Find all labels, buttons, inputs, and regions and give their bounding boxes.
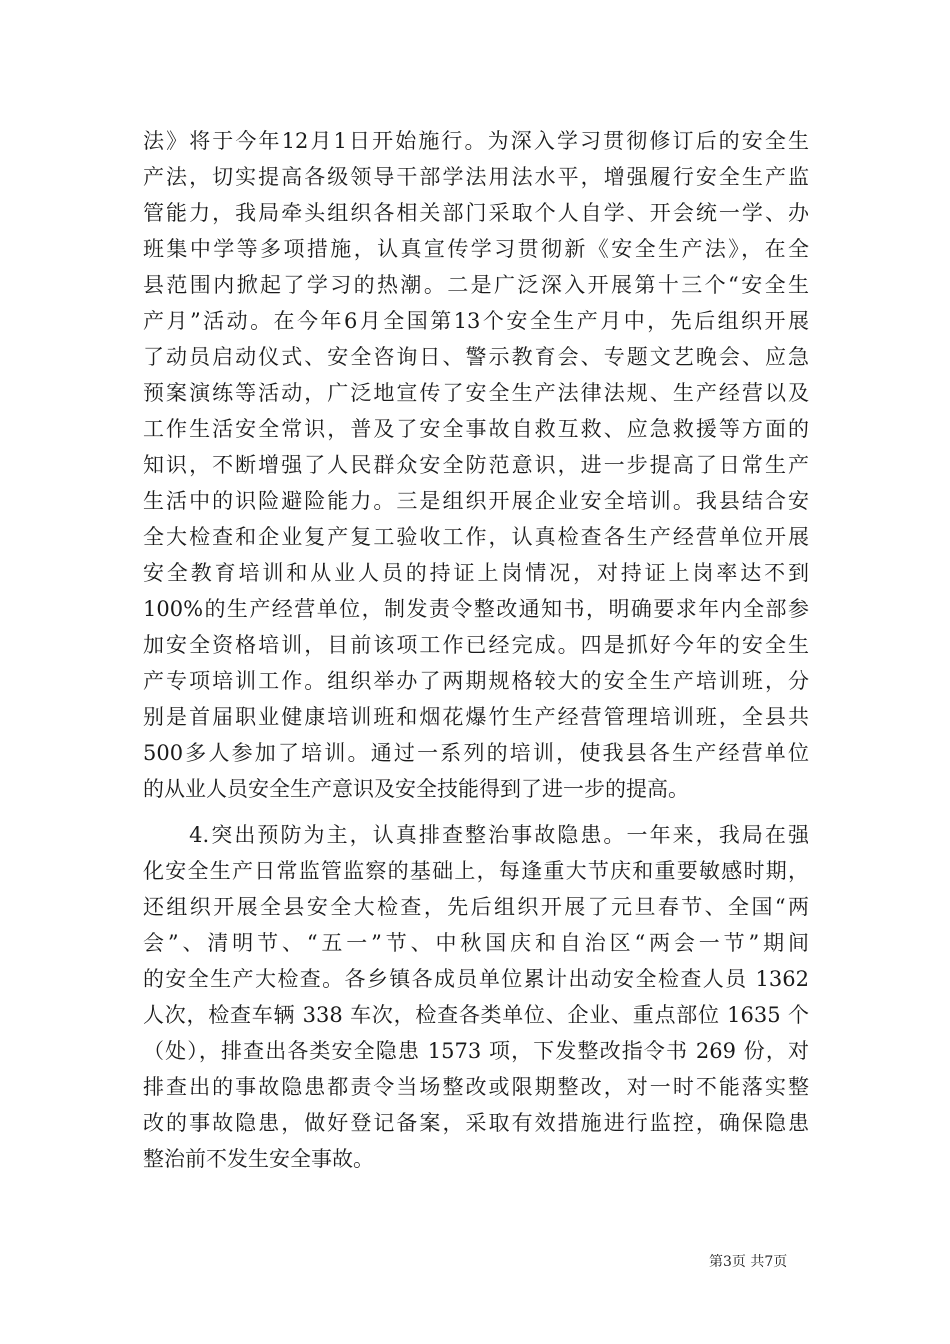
text-line: 班集中学等多项措施，认真宣传学习贯彻新《安全生产法》，在全 <box>143 237 809 261</box>
text-line: 法》将于今年12月1日开始施行。为深入学习贯彻修订后的安全生 <box>143 129 809 153</box>
text-line: 别是首届职业健康培训班和烟花爆竹生产经营管理培训班，全县共 <box>143 705 809 729</box>
text-line: 全大检查和企业复产复工验收工作，认真检查各生产经营单位开展 <box>143 525 809 549</box>
page-number: 第3页 共7页 <box>709 1254 788 1270</box>
text-line: 了动员启动仪式、安全咨询日、警示教育会、专题文艺晚会、应急 <box>143 345 809 369</box>
text-line: 县范围内掀起了学习的热潮。二是广泛深入开展第十三个“安全生 <box>143 273 809 297</box>
text-line: 改的事故隐患，做好登记备案，采取有效措施进行监控，确保隐患 <box>143 1111 809 1135</box>
paragraph-end-line: 的从业人员安全生产意识及安全技能得到了进一步的提高。 <box>143 777 689 801</box>
text-line: 生活中的识险避险能力。三是组织开展企业安全培训。我县结合安 <box>143 489 809 513</box>
text-line: 化安全生产日常监管监察的基础上，每逢重大节庆和重要敏感时期， <box>143 859 809 883</box>
text-line: （处），排查出各类安全隐患 1573 项，下发整改指令书 269 份，对 <box>143 1039 809 1063</box>
text-line: 管能力，我局牵头组织各相关部门采取个人自学、开会统一学、办 <box>143 201 809 225</box>
text-line: 预案演练等活动，广泛地宣传了安全生产法律法规、生产经营以及 <box>143 381 809 405</box>
text-line: 排查出的事故隐患都责令当场整改或限期整改，对一时不能落实整 <box>143 1075 809 1099</box>
text-line: 安全教育培训和从业人员的持证上岗情况，对持证上岗率达不到 <box>143 561 809 585</box>
paragraph-start-line: 4.突出预防为主，认真排查整治事故隐患。一年来，我局在强 <box>143 823 809 847</box>
text-line: 会”、清明节、“五一”节、中秋国庆和自治区“两会一节”期间 <box>143 931 809 955</box>
text-line: 产法，切实提高各级领导干部学法用法水平，增强履行安全生产监 <box>143 165 809 189</box>
text-line: 知识，不断增强了人民群众安全防范意识，进一步提高了日常生产 <box>143 453 809 477</box>
text-line: 人次，检查车辆 338 车次，检查各类单位、企业、重点部位 1635 个 <box>143 1003 809 1027</box>
text-line: 加安全资格培训，目前该项工作已经完成。四是抓好今年的安全生 <box>143 633 809 657</box>
text-line: 100%的生产经营单位，制发责令整改通知书，明确要求年内全部参 <box>143 597 809 621</box>
text-line: 产月”活动。在今年6月全国第13个安全生产月中，先后组织开展 <box>143 309 809 333</box>
text-line: 的安全生产大检查。各乡镇各成员单位累计出动安全检查人员 1362 <box>143 967 809 991</box>
text-line: 还组织开展全县安全大检查，先后组织开展了元旦春节、全国“两 <box>143 895 809 919</box>
text-line: 500多人参加了培训。通过一系列的培训，使我县各生产经营单位 <box>143 741 809 765</box>
text-line: 工作生活安全常识，普及了安全事故自救互救、应急救援等方面的 <box>143 417 809 441</box>
text-line: 产专项培训工作。组织举办了两期规格较大的安全生产培训班，分 <box>143 669 809 693</box>
paragraph-end-line: 整治前不发生安全事故。 <box>143 1147 374 1171</box>
